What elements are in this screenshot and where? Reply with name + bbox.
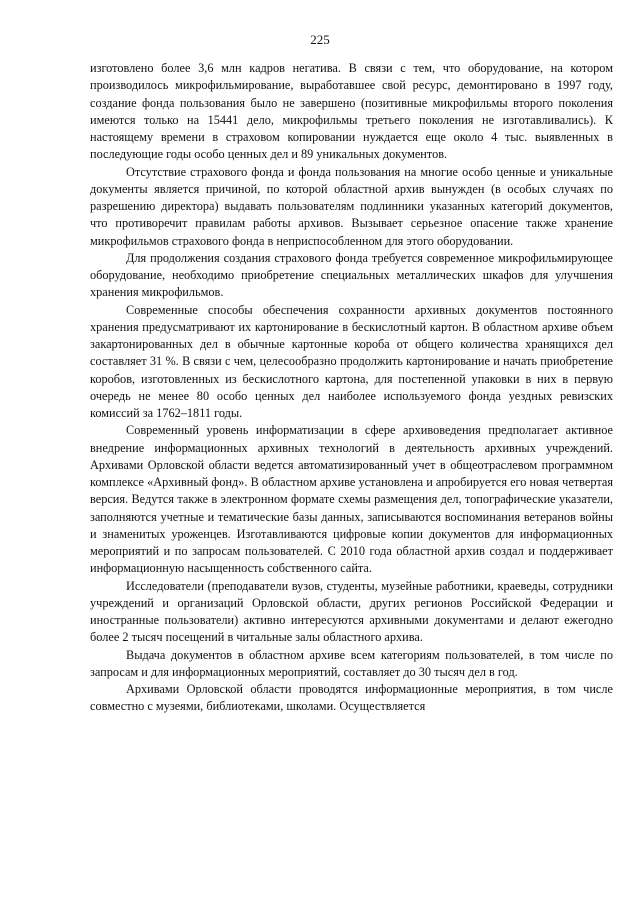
body-text [90,60,613,716]
paragraph: Современный уровень информатизации в сфере архивоведения предполагает активное внедрение информационных архивных технологий в деятельность архивных учреждений. Архивами Орловской области ведется автоматизированный учет в общеотраслевом программном комплексе «Архивный фонд». В областном архиве установлена и апробируется его новая четвертая версия. Ведутся также в электронном формате схемы размещения дел, топографические указатели, заполняются учетные и тематические базы данных, записываются воспоминания ветеранов войны и знаменитых уроженцев. Изготавливаются цифровые копии документов для информационных мероприятий и по запросам пользователей. С 2010 года областной архив создал и поддерживает информационную насыщенность собственного сайта. [90,423,613,576]
paragraph: Отсутствие страхового фонда и фонда пользования на многие особо ценные и уникальные документы является причиной, по которой областной архив вынужден (в особых случаях по разрешению директора) выдавать пользователям подлинники указанных категорий документов, что противоречит правилам работы архивов. Вызывает серьезное опасение также хранение микрофильмов страхового фонда в неприспособленном для этого оборудовании. [90,164,613,248]
paragraph: Исследователи (преподаватели вузов, студенты, музейные работники, краеведы, сотрудники учреждений и организаций Орловской области, других регионов Российской Федерации и иностранные пользователи) активно интересуются архивными документами и делают ежегодно более 2 тысяч посещений в читальные залы областного архива. [90,578,613,645]
paragraph: Для продолжения создания страхового фонда требуется современное микрофильмирующее оборудование, необходимо приобретение специальных металлических шкафов для улучшения хранения микрофильмов. [90,250,613,300]
paragraph: Выдача документов в областном архиве всем категориям пользователей, в том числе по запросам и для информационных мероприятий, составляет до 30 тысяч дел в год. [90,647,613,679]
paragraph: Современные способы обеспечения сохранности архивных документов постоянного хранения предусматривают их картонирование в бескислотный картон. В областном архиве объем закартонированных дел в обычные картонные короба от общего количества хранящихся дел составляет 31 %. В связи с чем, целесообразно продолжить картонирование и начать приобретение коробов, изготовленных из бескислотного картона, для постепенной упаковки в них в первую очередь не менее 80 особо ценных дел наиболее используемого фонда уездных ревизских комиссий за 1762–1811 годы. [90,302,613,420]
page-number: 225 [310,32,330,47]
paragraph-continued: изготовлено более 3,6 млн кадров негатива. В связи с тем, что оборудование, на котором производилось микрофильмирование, выработавшее свой ресурс, демонтировано в 1997 году, создание фонда пользования было не завершено (позитивные микрофильмы второго поколения имеются только на 15441 дело, микрофильмы третьего поколения не изготавливались). К настоящему времени в страховом копировании нуждается еще около 4 тыс. выявленных в последующие годы особо ценных дел и 89 уникальных документов. [90,61,613,162]
paragraph: Архивами Орловской области проводятся информационные мероприятия, в том числе совместно с музеями, библиотеками, школами. Осуществляется [90,682,613,714]
